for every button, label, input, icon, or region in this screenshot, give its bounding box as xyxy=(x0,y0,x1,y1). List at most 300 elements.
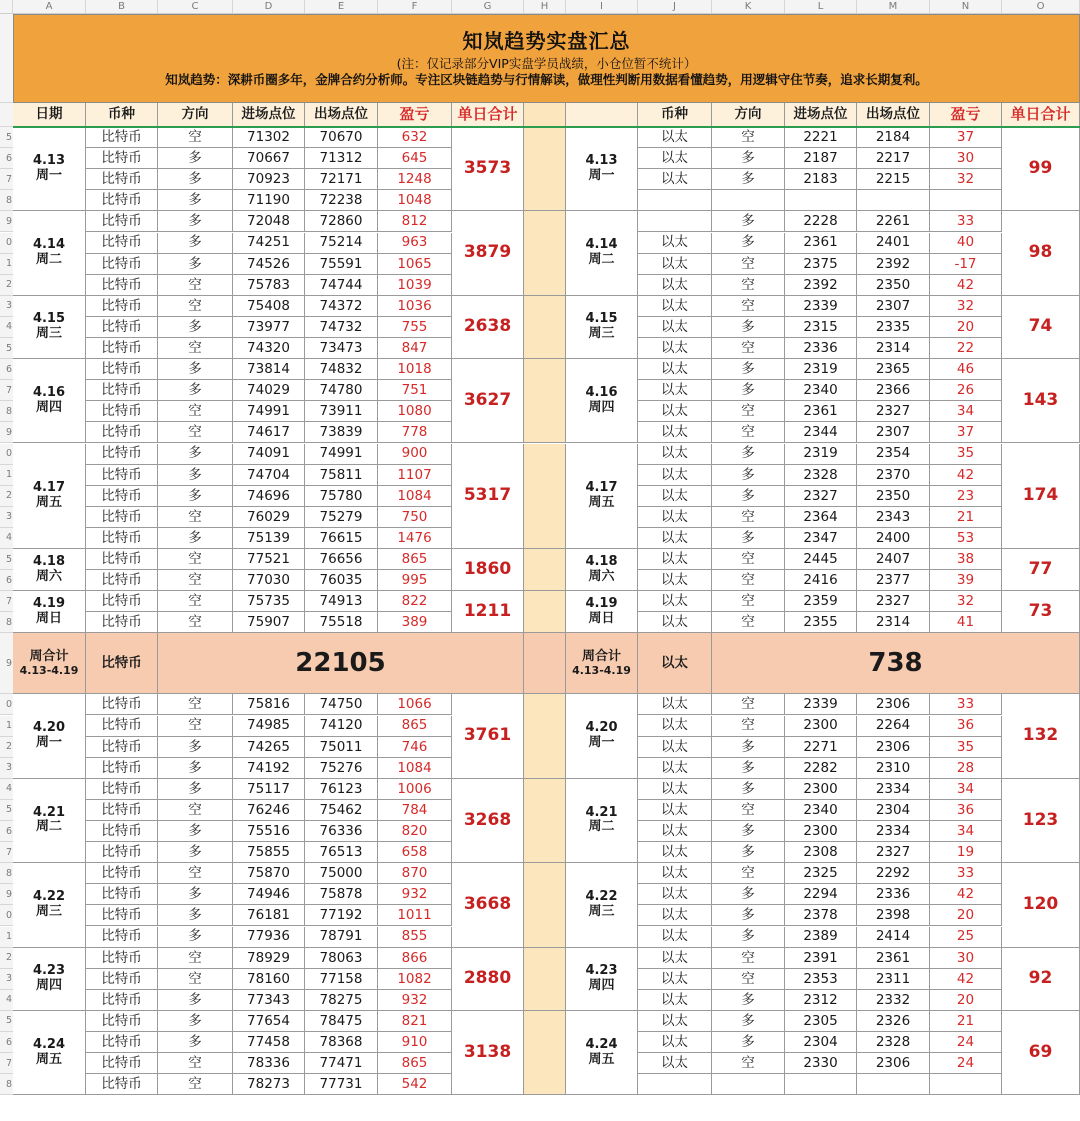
eth-entry-cell[interactable]: 2183 xyxy=(785,169,857,190)
eth-exit-cell[interactable]: 2377 xyxy=(857,570,930,591)
eth-pnl-cell[interactable]: 34 xyxy=(930,401,1002,422)
btc-pnl-cell[interactable]: 870 xyxy=(378,863,452,884)
btc-coin-cell[interactable]: 比特币 xyxy=(86,169,158,190)
eth-coin-cell[interactable]: 以太 xyxy=(638,969,712,990)
btc-entry-cell[interactable]: 76181 xyxy=(233,905,305,926)
btc-entry-cell[interactable]: 77654 xyxy=(233,1011,305,1032)
eth-pnl-cell[interactable]: 42 xyxy=(930,884,1002,905)
btc-pnl-cell[interactable]: 932 xyxy=(378,990,452,1011)
row-header-46[interactable]: 6 xyxy=(0,1032,13,1053)
eth-entry-cell[interactable]: 2340 xyxy=(785,380,857,401)
row-header-39[interactable]: 9 xyxy=(0,884,13,905)
btc-direction-cell[interactable]: 空 xyxy=(158,507,233,528)
btc-exit-cell[interactable]: 70670 xyxy=(305,127,378,148)
eth-entry-cell[interactable]: 2416 xyxy=(785,570,857,591)
eth-entry-cell[interactable]: 2392 xyxy=(785,275,857,296)
eth-pnl-cell[interactable]: 19 xyxy=(930,842,1002,863)
btc-entry-cell[interactable]: 75735 xyxy=(233,591,305,612)
eth-exit-cell[interactable]: 2343 xyxy=(857,507,930,528)
eth-exit-cell[interactable]: 2327 xyxy=(857,842,930,863)
btc-direction-cell[interactable]: 多 xyxy=(158,190,233,211)
row-header-33[interactable]: 3 xyxy=(0,758,13,779)
btc-exit-cell[interactable]: 72238 xyxy=(305,190,378,211)
eth-direction-cell[interactable]: 多 xyxy=(712,990,785,1011)
eth-entry-cell[interactable]: 2221 xyxy=(785,127,857,148)
eth-exit-cell[interactable]: 2304 xyxy=(857,800,930,821)
column-header-M[interactable]: M xyxy=(857,0,930,14)
btc-direction-cell[interactable]: 多 xyxy=(158,1032,233,1053)
eth-direction-cell[interactable]: 空 xyxy=(712,254,785,275)
eth-exit-cell[interactable]: 2327 xyxy=(857,401,930,422)
btc-direction-cell[interactable]: 空 xyxy=(158,275,233,296)
btc-daily-total-4.24[interactable]: 3138 xyxy=(452,1011,524,1095)
eth-entry-cell[interactable]: 2271 xyxy=(785,737,857,758)
eth-direction-cell[interactable]: 空 xyxy=(712,969,785,990)
eth-entry-cell[interactable]: 2339 xyxy=(785,694,857,715)
btc-pnl-cell[interactable]: 1048 xyxy=(378,190,452,211)
header-left-6[interactable]: 单日合计 xyxy=(452,103,524,127)
eth-direction-cell[interactable]: 空 xyxy=(712,338,785,359)
date-cell-4.18[interactable] xyxy=(13,549,86,591)
eth-entry-cell[interactable]: 2294 xyxy=(785,884,857,905)
btc-exit-cell[interactable]: 76513 xyxy=(305,842,378,863)
btc-entry-cell[interactable]: 74526 xyxy=(233,254,305,275)
eth-exit-cell[interactable]: 2327 xyxy=(857,591,930,612)
eth-coin-cell[interactable]: 以太 xyxy=(638,275,712,296)
btc-pnl-cell[interactable]: 1011 xyxy=(378,905,452,926)
btc-coin-cell[interactable]: 比特币 xyxy=(86,401,158,422)
eth-coin-cell[interactable]: 以太 xyxy=(638,338,712,359)
eth-coin-cell[interactable]: 以太 xyxy=(638,444,712,465)
btc-direction-cell[interactable]: 多 xyxy=(158,927,233,948)
btc-coin-cell[interactable]: 比特币 xyxy=(86,842,158,863)
eth-coin-cell[interactable]: 以太 xyxy=(638,821,712,842)
btc-pnl-cell[interactable]: 755 xyxy=(378,317,452,338)
btc-direction-cell[interactable]: 空 xyxy=(158,1053,233,1074)
eth-direction-cell[interactable]: 多 xyxy=(712,211,785,232)
btc-entry-cell[interactable]: 71302 xyxy=(233,127,305,148)
eth-pnl-cell[interactable]: 20 xyxy=(930,317,1002,338)
eth-exit-cell[interactable]: 2306 xyxy=(857,737,930,758)
btc-pnl-cell[interactable]: 847 xyxy=(378,338,452,359)
btc-coin-cell[interactable]: 比特币 xyxy=(86,380,158,401)
btc-entry-cell[interactable]: 74617 xyxy=(233,422,305,443)
btc-coin-cell[interactable]: 比特币 xyxy=(86,737,158,758)
eth-entry-cell[interactable]: 2340 xyxy=(785,800,857,821)
btc-entry-cell[interactable]: 77458 xyxy=(233,1032,305,1053)
eth-exit-cell[interactable]: 2334 xyxy=(857,821,930,842)
btc-entry-cell[interactable]: 75907 xyxy=(233,612,305,633)
eth-coin-cell[interactable]: 以太 xyxy=(638,570,712,591)
eth-exit-cell[interactable]: 2350 xyxy=(857,275,930,296)
eth-exit-cell[interactable]: 2370 xyxy=(857,465,930,486)
header-left-3[interactable]: 进场点位 xyxy=(233,103,305,127)
eth-exit-cell[interactable]: 2328 xyxy=(857,1032,930,1053)
eth-entry-cell[interactable]: 2347 xyxy=(785,528,857,549)
eth-coin-cell[interactable]: 以太 xyxy=(638,233,712,254)
eth-pnl-cell[interactable]: 22 xyxy=(930,338,1002,359)
btc-daily-total-4.16[interactable]: 3627 xyxy=(452,359,524,443)
btc-entry-cell[interactable]: 75139 xyxy=(233,528,305,549)
btc-exit-cell[interactable]: 77192 xyxy=(305,905,378,926)
header-right-2[interactable]: 进场点位 xyxy=(785,103,857,127)
btc-exit-cell[interactable]: 76035 xyxy=(305,570,378,591)
btc-direction-cell[interactable]: 多 xyxy=(158,842,233,863)
eth-exit-cell[interactable]: 2215 xyxy=(857,169,930,190)
eth-daily-total-4.21[interactable]: 123 xyxy=(1002,779,1080,863)
eth-direction-cell[interactable]: 多 xyxy=(712,486,785,507)
btc-coin-cell[interactable]: 比特币 xyxy=(86,1074,158,1095)
eth-exit-cell[interactable]: 2392 xyxy=(857,254,930,275)
row-header-14[interactable]: 4 xyxy=(0,317,13,338)
eth-exit-cell[interactable]: 2350 xyxy=(857,486,930,507)
eth-entry-cell[interactable]: 2375 xyxy=(785,254,857,275)
btc-coin-cell[interactable]: 比特币 xyxy=(86,1053,158,1074)
row-header-41[interactable]: 1 xyxy=(0,927,13,948)
header-left-2[interactable]: 方向 xyxy=(158,103,233,127)
eth-direction-cell[interactable]: 空 xyxy=(712,591,785,612)
btc-coin-cell[interactable]: 比特币 xyxy=(86,863,158,884)
btc-pnl-cell[interactable]: 865 xyxy=(378,716,452,737)
separator-column[interactable] xyxy=(524,549,566,591)
btc-pnl-cell[interactable]: 812 xyxy=(378,211,452,232)
btc-entry-cell[interactable]: 70667 xyxy=(233,148,305,169)
header-right-3[interactable]: 出场点位 xyxy=(857,103,930,127)
btc-coin-cell[interactable]: 比特币 xyxy=(86,127,158,148)
column-header-J[interactable]: J xyxy=(638,0,712,14)
row-header-11[interactable]: 1 xyxy=(0,254,13,275)
btc-coin-cell[interactable]: 比特币 xyxy=(86,528,158,549)
eth-entry-cell[interactable]: 2187 xyxy=(785,148,857,169)
date-cell-4.23[interactable] xyxy=(13,948,86,1011)
eth-direction-cell[interactable]: 多 xyxy=(712,528,785,549)
eth-entry-cell[interactable]: 2315 xyxy=(785,317,857,338)
btc-direction-cell[interactable]: 空 xyxy=(158,948,233,969)
btc-entry-cell[interactable]: 73977 xyxy=(233,317,305,338)
btc-coin-cell[interactable]: 比特币 xyxy=(86,507,158,528)
eth-direction-cell[interactable]: 空 xyxy=(712,570,785,591)
row-header-18[interactable]: 8 xyxy=(0,401,13,422)
btc-pnl-cell[interactable]: 751 xyxy=(378,380,452,401)
btc-coin-cell[interactable]: 比特币 xyxy=(86,927,158,948)
btc-entry-cell[interactable]: 78336 xyxy=(233,1053,305,1074)
btc-exit-cell[interactable]: 75279 xyxy=(305,507,378,528)
btc-exit-cell[interactable]: 74120 xyxy=(305,716,378,737)
eth-entry-cell[interactable]: 2319 xyxy=(785,444,857,465)
btc-pnl-cell[interactable]: 866 xyxy=(378,948,452,969)
eth-direction-cell[interactable] xyxy=(712,190,785,211)
eth-direction-cell[interactable]: 空 xyxy=(712,275,785,296)
eth-entry-cell[interactable]: 2361 xyxy=(785,233,857,254)
eth-direction-cell[interactable]: 多 xyxy=(712,1011,785,1032)
btc-direction-cell[interactable]: 多 xyxy=(158,169,233,190)
row-header-45[interactable]: 5 xyxy=(0,1011,13,1032)
btc-direction-cell[interactable]: 多 xyxy=(158,905,233,926)
btc-pnl-cell[interactable]: 1107 xyxy=(378,465,452,486)
btc-daily-total-4.22[interactable]: 3668 xyxy=(452,863,524,947)
column-header-N[interactable]: N xyxy=(930,0,1002,14)
eth-coin-cell[interactable]: 以太 xyxy=(638,380,712,401)
eth-entry-cell[interactable]: 2330 xyxy=(785,1053,857,1074)
date-cell-right-4.22[interactable] xyxy=(566,863,638,947)
eth-exit-cell[interactable]: 2306 xyxy=(857,694,930,715)
eth-daily-total-4.16[interactable]: 143 xyxy=(1002,359,1080,443)
btc-coin-cell[interactable]: 比特币 xyxy=(86,884,158,905)
btc-coin-cell[interactable]: 比特币 xyxy=(86,233,158,254)
row-header-19[interactable]: 9 xyxy=(0,422,13,443)
eth-coin-cell[interactable]: 以太 xyxy=(638,948,712,969)
eth-exit-cell[interactable] xyxy=(857,190,930,211)
btc-pnl-cell[interactable]: 632 xyxy=(378,127,452,148)
date-cell-right-4.23[interactable] xyxy=(566,948,638,1011)
separator-column[interactable] xyxy=(524,863,566,947)
btc-pnl-cell[interactable]: 1018 xyxy=(378,359,452,380)
eth-entry-cell[interactable]: 2325 xyxy=(785,863,857,884)
date-cell-4.15[interactable] xyxy=(13,296,86,359)
eth-coin-cell[interactable]: 以太 xyxy=(638,317,712,338)
btc-direction-cell[interactable]: 多 xyxy=(158,1011,233,1032)
btc-pnl-cell[interactable]: 900 xyxy=(378,444,452,465)
btc-exit-cell[interactable]: 76656 xyxy=(305,549,378,570)
row-header-24[interactable]: 4 xyxy=(0,528,13,549)
btc-exit-cell[interactable]: 75276 xyxy=(305,758,378,779)
btc-exit-cell[interactable]: 77158 xyxy=(305,969,378,990)
eth-entry-cell[interactable]: 2228 xyxy=(785,211,857,232)
eth-coin-cell[interactable]: 以太 xyxy=(638,591,712,612)
eth-exit-cell[interactable]: 2366 xyxy=(857,380,930,401)
eth-pnl-cell[interactable]: 53 xyxy=(930,528,1002,549)
btc-pnl-cell[interactable]: 784 xyxy=(378,800,452,821)
btc-exit-cell[interactable]: 73839 xyxy=(305,422,378,443)
date-cell-right-4.16[interactable] xyxy=(566,359,638,443)
eth-exit-cell[interactable]: 2314 xyxy=(857,612,930,633)
eth-coin-cell[interactable]: 以太 xyxy=(638,1032,712,1053)
btc-coin-cell[interactable]: 比特币 xyxy=(86,758,158,779)
btc-direction-cell[interactable]: 空 xyxy=(158,549,233,570)
btc-exit-cell[interactable]: 77471 xyxy=(305,1053,378,1074)
row-header-23[interactable]: 3 xyxy=(0,507,13,528)
btc-entry-cell[interactable]: 77030 xyxy=(233,570,305,591)
eth-pnl-cell[interactable]: 24 xyxy=(930,1053,1002,1074)
select-all-corner[interactable] xyxy=(0,0,13,14)
btc-coin-cell[interactable]: 比特币 xyxy=(86,148,158,169)
btc-entry-cell[interactable]: 78160 xyxy=(233,969,305,990)
eth-pnl-cell[interactable]: 37 xyxy=(930,127,1002,148)
eth-exit-cell[interactable]: 2361 xyxy=(857,948,930,969)
row-header-44[interactable]: 4 xyxy=(0,990,13,1011)
eth-coin-cell[interactable]: 以太 xyxy=(638,549,712,570)
eth-exit-cell[interactable]: 2407 xyxy=(857,549,930,570)
eth-direction-cell[interactable]: 多 xyxy=(712,779,785,800)
separator-column[interactable] xyxy=(524,211,566,295)
eth-direction-cell[interactable]: 空 xyxy=(712,1053,785,1074)
btc-exit-cell[interactable]: 76615 xyxy=(305,528,378,549)
btc-direction-cell[interactable]: 空 xyxy=(158,338,233,359)
btc-entry-cell[interactable]: 78929 xyxy=(233,948,305,969)
btc-coin-cell[interactable]: 比特币 xyxy=(86,1011,158,1032)
row-header-7[interactable]: 7 xyxy=(0,169,13,190)
column-header-D[interactable]: D xyxy=(233,0,305,14)
eth-direction-cell[interactable] xyxy=(712,1074,785,1095)
week-total-separator[interactable] xyxy=(524,633,566,694)
row-header-31[interactable]: 1 xyxy=(0,716,13,737)
row-header-22[interactable]: 2 xyxy=(0,486,13,507)
btc-daily-total-4.13[interactable]: 3573 xyxy=(452,127,524,211)
row-header-30[interactable]: 0 xyxy=(0,694,13,715)
row-header-17[interactable]: 7 xyxy=(0,380,13,401)
eth-pnl-cell[interactable]: 46 xyxy=(930,359,1002,380)
eth-direction-cell[interactable]: 多 xyxy=(712,465,785,486)
eth-pnl-cell[interactable]: 36 xyxy=(930,800,1002,821)
eth-exit-cell[interactable]: 2365 xyxy=(857,359,930,380)
eth-entry-cell[interactable]: 2327 xyxy=(785,486,857,507)
btc-pnl-cell[interactable]: 1080 xyxy=(378,401,452,422)
btc-exit-cell[interactable]: 74744 xyxy=(305,275,378,296)
eth-entry-cell[interactable]: 2328 xyxy=(785,465,857,486)
btc-pnl-cell[interactable]: 389 xyxy=(378,612,452,633)
eth-coin-cell[interactable]: 以太 xyxy=(638,1053,712,1074)
btc-pnl-cell[interactable]: 910 xyxy=(378,1032,452,1053)
btc-pnl-cell[interactable]: 865 xyxy=(378,1053,452,1074)
btc-exit-cell[interactable]: 74750 xyxy=(305,694,378,715)
eth-pnl-cell[interactable]: 34 xyxy=(930,821,1002,842)
eth-entry-cell[interactable]: 2304 xyxy=(785,1032,857,1053)
btc-direction-cell[interactable]: 空 xyxy=(158,422,233,443)
btc-pnl-cell[interactable]: 746 xyxy=(378,737,452,758)
btc-exit-cell[interactable]: 74780 xyxy=(305,380,378,401)
eth-pnl-cell[interactable]: 30 xyxy=(930,948,1002,969)
btc-coin-cell[interactable]: 比特币 xyxy=(86,948,158,969)
btc-coin-cell[interactable]: 比特币 xyxy=(86,338,158,359)
row-header-12[interactable]: 2 xyxy=(0,275,13,296)
btc-direction-cell[interactable]: 空 xyxy=(158,1074,233,1095)
eth-direction-cell[interactable]: 空 xyxy=(712,549,785,570)
eth-exit-cell[interactable] xyxy=(857,1074,930,1095)
eth-coin-cell[interactable]: 以太 xyxy=(638,507,712,528)
row-header-title[interactable] xyxy=(0,14,13,103)
btc-coin-cell[interactable]: 比特币 xyxy=(86,969,158,990)
header-left-4[interactable]: 出场点位 xyxy=(305,103,378,127)
row-header-15[interactable]: 5 xyxy=(0,338,13,359)
eth-coin-cell[interactable] xyxy=(638,190,712,211)
eth-pnl-cell[interactable]: 20 xyxy=(930,990,1002,1011)
btc-exit-cell[interactable]: 75214 xyxy=(305,233,378,254)
eth-exit-cell[interactable]: 2336 xyxy=(857,884,930,905)
separator-column[interactable] xyxy=(524,779,566,863)
btc-direction-cell[interactable]: 多 xyxy=(158,779,233,800)
btc-direction-cell[interactable]: 多 xyxy=(158,884,233,905)
column-header-H[interactable]: H xyxy=(524,0,566,14)
btc-exit-cell[interactable]: 75878 xyxy=(305,884,378,905)
row-header-48[interactable]: 8 xyxy=(0,1074,13,1095)
header-right-0[interactable]: 币种 xyxy=(638,103,712,127)
btc-entry-cell[interactable]: 74946 xyxy=(233,884,305,905)
btc-exit-cell[interactable]: 75591 xyxy=(305,254,378,275)
btc-daily-total-4.15[interactable]: 2638 xyxy=(452,296,524,359)
eth-direction-cell[interactable]: 空 xyxy=(712,948,785,969)
btc-exit-cell[interactable]: 74372 xyxy=(305,296,378,317)
btc-entry-cell[interactable]: 74265 xyxy=(233,737,305,758)
eth-direction-cell[interactable]: 空 xyxy=(712,716,785,737)
btc-coin-cell[interactable]: 比特币 xyxy=(86,317,158,338)
btc-daily-total-4.23[interactable]: 2880 xyxy=(452,948,524,1011)
eth-pnl-cell[interactable]: 30 xyxy=(930,148,1002,169)
btc-direction-cell[interactable]: 多 xyxy=(158,148,233,169)
eth-entry-cell[interactable]: 2339 xyxy=(785,296,857,317)
btc-coin-cell[interactable]: 比特币 xyxy=(86,570,158,591)
btc-exit-cell[interactable]: 78791 xyxy=(305,927,378,948)
btc-coin-cell[interactable]: 比特币 xyxy=(86,465,158,486)
eth-exit-cell[interactable]: 2326 xyxy=(857,1011,930,1032)
btc-coin-cell[interactable]: 比特币 xyxy=(86,254,158,275)
eth-pnl-cell[interactable]: 35 xyxy=(930,444,1002,465)
btc-entry-cell[interactable]: 75816 xyxy=(233,694,305,715)
btc-pnl-cell[interactable]: 1084 xyxy=(378,758,452,779)
eth-coin-cell[interactable]: 以太 xyxy=(638,148,712,169)
eth-entry-cell[interactable]: 2391 xyxy=(785,948,857,969)
btc-coin-cell[interactable]: 比特币 xyxy=(86,359,158,380)
eth-entry-cell[interactable]: 2344 xyxy=(785,422,857,443)
btc-exit-cell[interactable]: 75780 xyxy=(305,486,378,507)
btc-daily-total-4.14[interactable]: 3879 xyxy=(452,211,524,295)
header-right-4[interactable]: 盈亏 xyxy=(930,103,1002,127)
btc-pnl-cell[interactable]: 865 xyxy=(378,549,452,570)
eth-pnl-cell[interactable]: 33 xyxy=(930,863,1002,884)
eth-pnl-cell[interactable]: 32 xyxy=(930,591,1002,612)
eth-exit-cell[interactable]: 2306 xyxy=(857,1053,930,1074)
btc-entry-cell[interactable]: 75117 xyxy=(233,779,305,800)
btc-coin-cell[interactable]: 比特币 xyxy=(86,694,158,715)
eth-direction-cell[interactable]: 多 xyxy=(712,148,785,169)
eth-daily-total-4.23[interactable]: 92 xyxy=(1002,948,1080,1011)
btc-entry-cell[interactable]: 76246 xyxy=(233,800,305,821)
date-cell-right-4.13[interactable] xyxy=(566,127,638,211)
eth-daily-total-4.13[interactable]: 99 xyxy=(1002,127,1080,211)
separator-column[interactable] xyxy=(524,127,566,211)
btc-exit-cell[interactable]: 76336 xyxy=(305,821,378,842)
eth-exit-cell[interactable]: 2400 xyxy=(857,528,930,549)
btc-direction-cell[interactable]: 空 xyxy=(158,296,233,317)
column-header-C[interactable]: C xyxy=(158,0,233,14)
eth-entry-cell[interactable]: 2300 xyxy=(785,821,857,842)
eth-entry-cell[interactable]: 2378 xyxy=(785,905,857,926)
column-header-L[interactable]: L xyxy=(785,0,857,14)
eth-direction-cell[interactable]: 空 xyxy=(712,694,785,715)
eth-direction-cell[interactable]: 多 xyxy=(712,359,785,380)
btc-daily-total-4.18[interactable]: 1860 xyxy=(452,549,524,591)
eth-pnl-cell[interactable]: 21 xyxy=(930,1011,1002,1032)
row-header-10[interactable]: 0 xyxy=(0,233,13,254)
header-right-5[interactable]: 单日合计 xyxy=(1002,103,1080,127)
btc-direction-cell[interactable]: 多 xyxy=(158,233,233,254)
eth-pnl-cell[interactable]: 41 xyxy=(930,612,1002,633)
header-left-1[interactable]: 币种 xyxy=(86,103,158,127)
row-header-43[interactable]: 3 xyxy=(0,969,13,990)
btc-entry-cell[interactable]: 74192 xyxy=(233,758,305,779)
week-total-label[interactable] xyxy=(13,633,86,694)
eth-direction-cell[interactable]: 空 xyxy=(712,800,785,821)
btc-direction-cell[interactable]: 多 xyxy=(158,528,233,549)
date-cell-right-4.14[interactable] xyxy=(566,211,638,295)
row-header-20[interactable]: 0 xyxy=(0,444,13,465)
eth-direction-cell[interactable]: 多 xyxy=(712,821,785,842)
btc-exit-cell[interactable]: 78275 xyxy=(305,990,378,1011)
eth-direction-cell[interactable]: 空 xyxy=(712,507,785,528)
header-right-1[interactable]: 方向 xyxy=(712,103,785,127)
eth-exit-cell[interactable]: 2401 xyxy=(857,233,930,254)
eth-pnl-cell[interactable]: 42 xyxy=(930,969,1002,990)
separator-column[interactable] xyxy=(524,1011,566,1095)
